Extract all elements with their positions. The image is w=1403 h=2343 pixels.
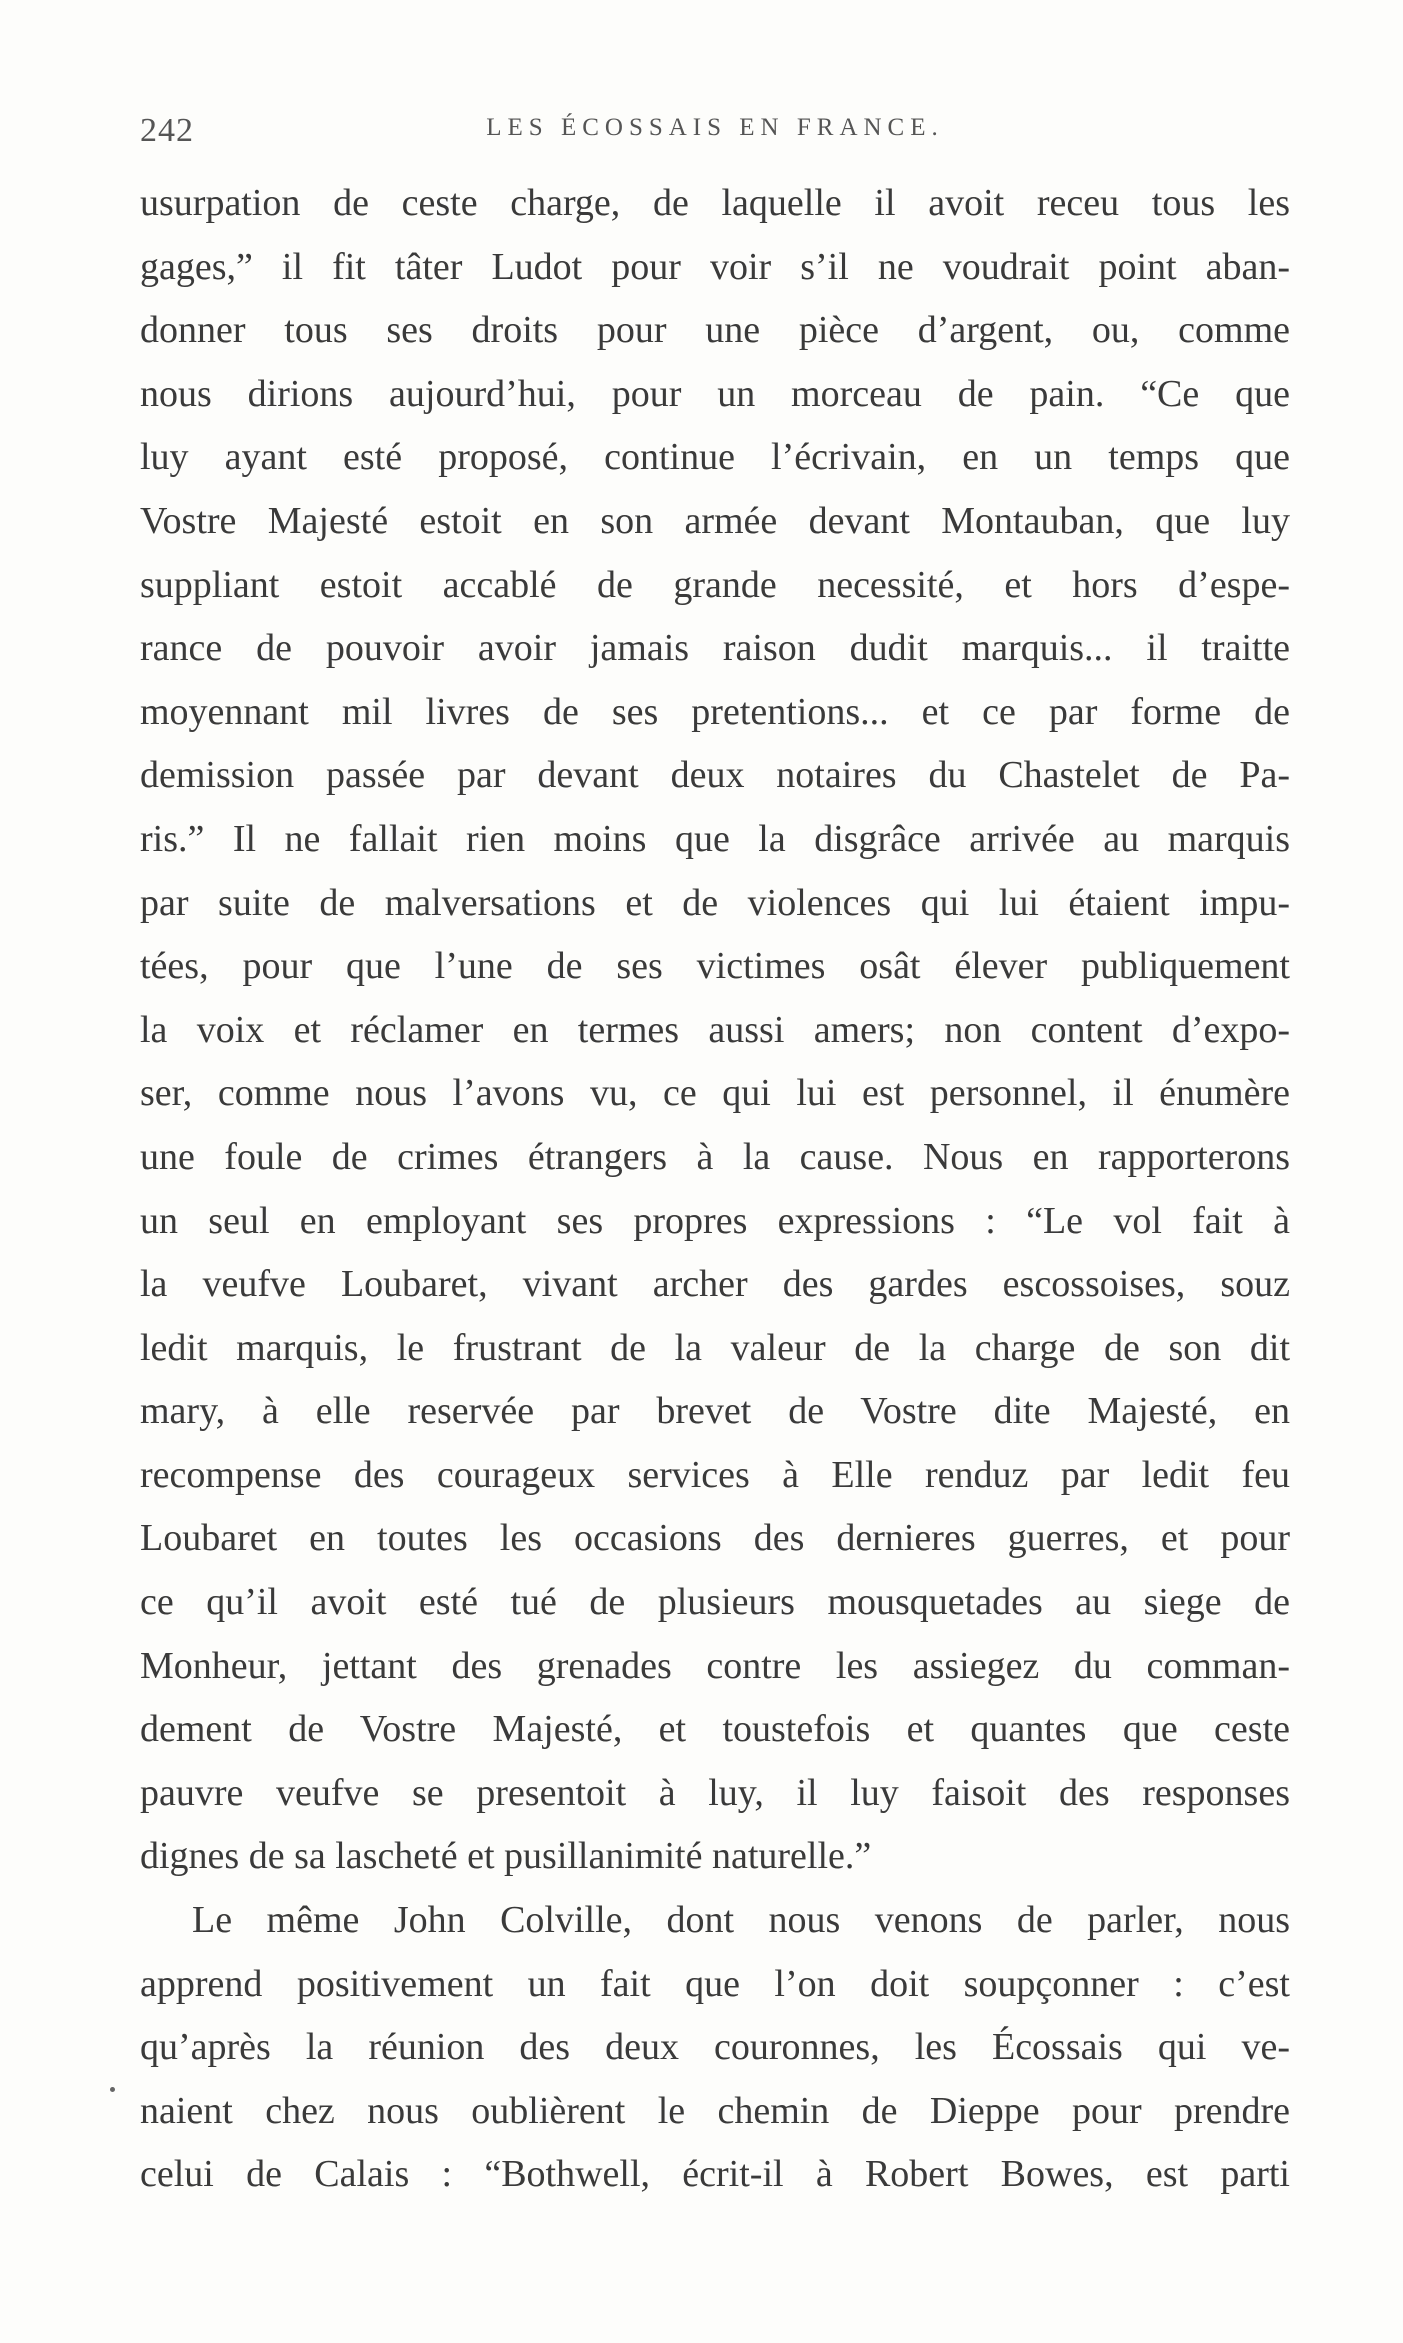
text-line: la veufve Loubaret, vivant archer des gardes escossoises, souz	[140, 1263, 1290, 1306]
text-line: dement de Vostre Majesté, et toustefois et quantes que ceste	[140, 1708, 1290, 1751]
text-line: Vostre Majesté estoit en son armée devant Montauban, que luy	[140, 499, 1290, 542]
text-line: usurpation de ceste charge, de laquelle il avoit receu tous les	[140, 182, 1290, 224]
running-title: LES ÉCOSSAIS EN FRANCE.	[486, 114, 944, 141]
text-line: tées, pour que l’une de ses victimes osât élever publiquement	[140, 945, 1290, 988]
text-line: suppliant estoit accablé de grande necessité, et hors d’espe-	[140, 563, 1290, 606]
text-line: donner tous ses droits pour une pièce d’argent, ou, comme	[140, 309, 1290, 352]
page-number: 242	[140, 112, 194, 149]
text-line: ledit marquis, le frustrant de la valeur de la charge de son dit	[140, 1326, 1290, 1369]
text-line: Loubaret en toutes les occasions des dernieres guerres, et pour	[140, 1517, 1290, 1560]
text-line: naient chez nous oublièrent le chemin de Dieppe pour prendre	[140, 2089, 1290, 2132]
text-line: la voix et réclamer en termes aussi amers; non content d’expo-	[140, 1008, 1290, 1051]
paragraph-start-line: Le même John Colville, dont nous venons de parler, nous	[192, 1899, 1290, 1942]
text-line: pauvre veufve se presentoit à luy, il luy faisoit des responses	[140, 1771, 1290, 1814]
text-line: ce qu’il avoit esté tué de plusieurs mousquetades au siege de	[140, 1581, 1290, 1624]
text-line: Monheur, jettant des grenades contre les assiegez du comman-	[140, 1644, 1290, 1687]
running-head	[140, 112, 1290, 152]
margin-mark	[110, 2087, 115, 2092]
text-line: demission passée par devant deux notaires du Chastelet de Pa-	[140, 754, 1290, 797]
text-line: un seul en employant ses propres expressions : “Le vol fait à	[140, 1199, 1290, 1242]
paragraph-end-line: dignes de sa lascheté et pusillanimité naturelle.”	[140, 1835, 872, 1878]
text-line: luy ayant esté proposé, continue l’écrivain, en un temps que	[140, 436, 1290, 479]
text-line: une foule de crimes étrangers à la cause. Nous en rapporterons	[140, 1135, 1290, 1178]
text-line: apprend positivement un fait que l’on doit soupçonner : c’est	[140, 1962, 1290, 2005]
text-line: rance de pouvoir avoir jamais raison dudit marquis... il traitte	[140, 627, 1290, 670]
text-line: nous dirions aujourd’hui, pour un morceau de pain. “Ce que	[140, 372, 1290, 415]
text-line: qu’après la réunion des deux couronnes, les Écossais qui ve-	[140, 2026, 1290, 2069]
body-text	[140, 172, 1290, 2207]
text-line: ser, comme nous l’avons vu, ce qui lui est personnel, il énumère	[140, 1072, 1290, 1115]
text-line: moyennant mil livres de ses pretentions... et ce par forme de	[140, 690, 1290, 733]
text-line: recompense des courageux services à Elle renduz par ledit feu	[140, 1453, 1290, 1496]
text-line: par suite de malversations et de violences qui lui étaient impu-	[140, 881, 1290, 924]
text-line: celui de Calais : “Bothwell, écrit-il à Robert Bowes, est parti	[140, 2153, 1290, 2196]
text-line: gages,” il fit tâter Ludot pour voir s’il ne voudrait point aban-	[140, 245, 1290, 288]
text-line: ris.” Il ne fallait rien moins que la disgrâce arrivée au marquis	[140, 817, 1290, 860]
text-line: mary, à elle reservée par brevet de Vostre dite Majesté, en	[140, 1390, 1290, 1433]
